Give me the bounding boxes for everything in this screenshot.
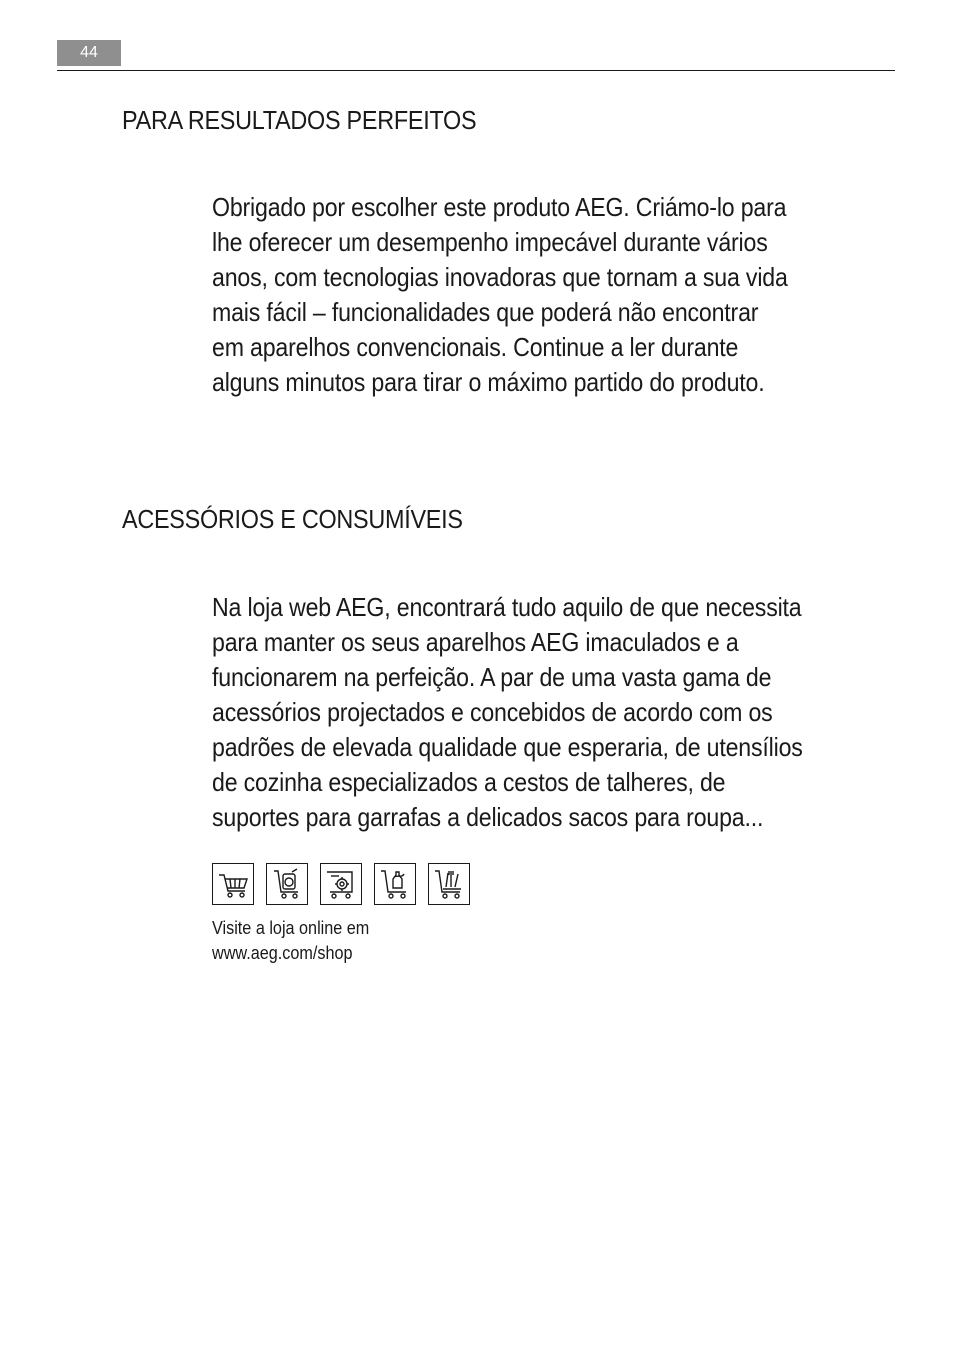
text-line: de cozinha especializados a cestos de talheres, de [212,767,726,797]
shop-url-link[interactable]: www.aeg.com/shop [212,943,353,963]
text-line: alguns minutos para tirar o máximo partido do produto. [212,367,765,397]
accessories-paragraph [212,590,888,835]
text-line: acessórios projectados e concebidos de acordo com os [212,697,773,727]
text-line: suportes para garrafas a delicados sacos para roupa... [212,802,764,832]
cart-utensils-icon [428,863,470,905]
cart-gear-icon [320,863,362,905]
cart-bottle-icon [374,863,416,905]
text-line: em aparelhos convencionais. Continue a ler durante [212,332,739,362]
text-line: para manter os seus aparelhos AEG imaculados e a [212,627,739,657]
cart-care-product-icon [266,863,308,905]
text-line: lhe oferecer um desempenho impecável durante vários [212,227,768,257]
text-line: Na loja web AEG, encontrará tudo aquilo de que necessita [212,592,802,622]
shop-icons-row [212,863,470,905]
text-line: funcionarem na perfeição. A par de uma vasta gama de [212,662,772,692]
shopping-cart-icon [212,863,254,905]
text-line: padrões de elevada qualidade que esperaria, de utensílios [212,732,803,762]
section-title-perfect-results: PARA RESULTADOS PERFEITOS [122,105,477,135]
shop-caption-text: Visite a loja online em [212,918,370,938]
intro-paragraph [212,190,888,400]
text-line: Obrigado por escolher este produto AEG. Criámo-lo para [212,192,787,222]
text-line: anos, com tecnologias inovadoras que tornam a sua vida [212,262,788,292]
header-rule [57,70,895,71]
page-number: 44 [57,40,121,66]
text-line: mais fácil – funcionalidades que poderá não encontrar [212,297,759,327]
shop-caption [212,916,369,966]
section-title-accessories: ACESSÓRIOS E CONSUMÍVEIS [122,504,463,534]
